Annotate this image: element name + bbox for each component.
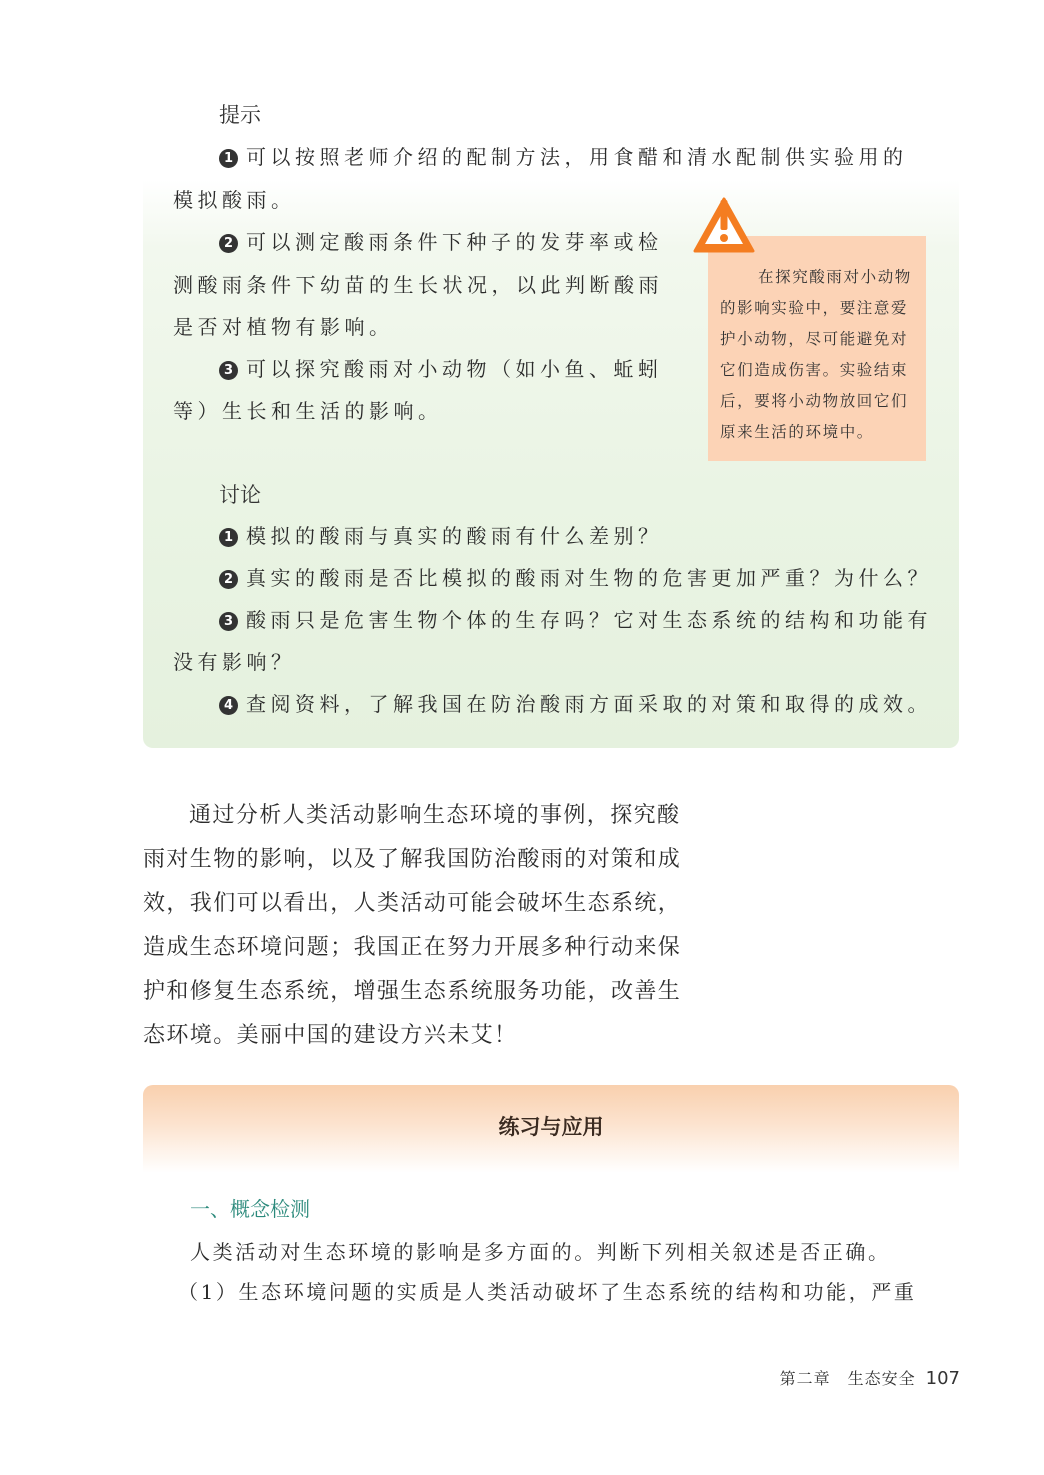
number-badge-4: 4 xyxy=(219,696,238,715)
discussion-item-2 xyxy=(219,557,932,600)
number-badge-3: 3 xyxy=(219,612,238,631)
discussion-title: 讨论 xyxy=(219,483,261,507)
number-badge-2: 2 xyxy=(219,570,238,589)
practice-header xyxy=(143,1085,959,1173)
hint-item-2-text: 可以测定酸雨条件下种子的发芽率或检 xyxy=(246,230,663,254)
discussion-item-3 xyxy=(219,599,932,642)
discussion-item-1-text: 模拟的酸雨与真实的酸雨有什么差别？ xyxy=(246,524,663,548)
warning-triangle-icon xyxy=(692,196,756,256)
hint-item-2-cont2: 是否对植物有影响。 xyxy=(173,315,394,339)
hint-item-1 xyxy=(219,136,959,179)
discussion-item-4 xyxy=(219,683,932,726)
chapter-label: 第二章 生态安全 xyxy=(779,1369,916,1388)
discussion-item-2-text: 真实的酸雨是否比模拟的酸雨对生物的危害更加严重？为什么？ xyxy=(246,566,932,590)
discussion-item-3-cont: 没有影响？ xyxy=(173,650,296,674)
number-badge-1: 1 xyxy=(219,149,238,168)
discussion-item-3-text: 酸雨只是危害生物个体的生存吗？它对生态系统的结构和功能有 xyxy=(246,608,932,632)
discussion-item-1 xyxy=(219,515,663,558)
summary-paragraph: 通过分析人类活动影响生态环境的事例，探究酸雨对生物的影响，以及了解我国防治酸雨的对策和成效，我们可以看出，人类活动可能会破坏生态系统，造成生态环境问题；我国正在努力开展多种行动来保护和修复生态系统，增强生态系统服务功能，改善生态环境。美丽中国的建设方兴未艾！ xyxy=(143,803,682,1048)
hint-item-3-cont: 等）生长和生活的影响。 xyxy=(173,399,443,423)
hint-item-1-text: 可以按照老师介绍的配制方法，用食醋和清水配制供实验用的 xyxy=(246,145,908,169)
hint-item-1-cont: 模拟酸雨。 xyxy=(173,188,296,212)
warning-text: 在探究酸雨对小动物的影响实验中，要注意爱护小动物，尽可能避免对它们造成伤害。实验结束后，要将小动物放回它们原来生活的环境中。 xyxy=(720,268,912,441)
number-badge-1: 1 xyxy=(219,528,238,547)
hints-title: 提示 xyxy=(219,103,261,127)
question-1: （1）生态环境问题的实质是人类活动破坏了生态系统的结构和功能，严重 xyxy=(178,1280,917,1304)
page-footer xyxy=(780,1366,960,1389)
practice-title: 练习与应用 xyxy=(498,1115,604,1139)
hint-item-2 xyxy=(219,221,663,264)
section-title: 一、概念检测 xyxy=(190,1197,310,1221)
page-number: 107 xyxy=(925,1368,960,1389)
hint-item-3-text: 可以探究酸雨对小动物（如小鱼、蚯蚓 xyxy=(246,357,663,381)
question-intro: 人类活动对生态环境的影响是多方面的。判断下列相关叙述是否正确。 xyxy=(190,1240,891,1264)
number-badge-2: 2 xyxy=(219,234,238,253)
discussion-item-4-text: 查阅资料，了解我国在防治酸雨方面采取的对策和取得的成效。 xyxy=(246,692,932,716)
number-badge-3: 3 xyxy=(219,361,238,380)
hint-item-2-cont: 测酸雨条件下幼苗的生长状况，以此判断酸雨 xyxy=(173,273,663,297)
hint-item-3 xyxy=(219,348,663,391)
